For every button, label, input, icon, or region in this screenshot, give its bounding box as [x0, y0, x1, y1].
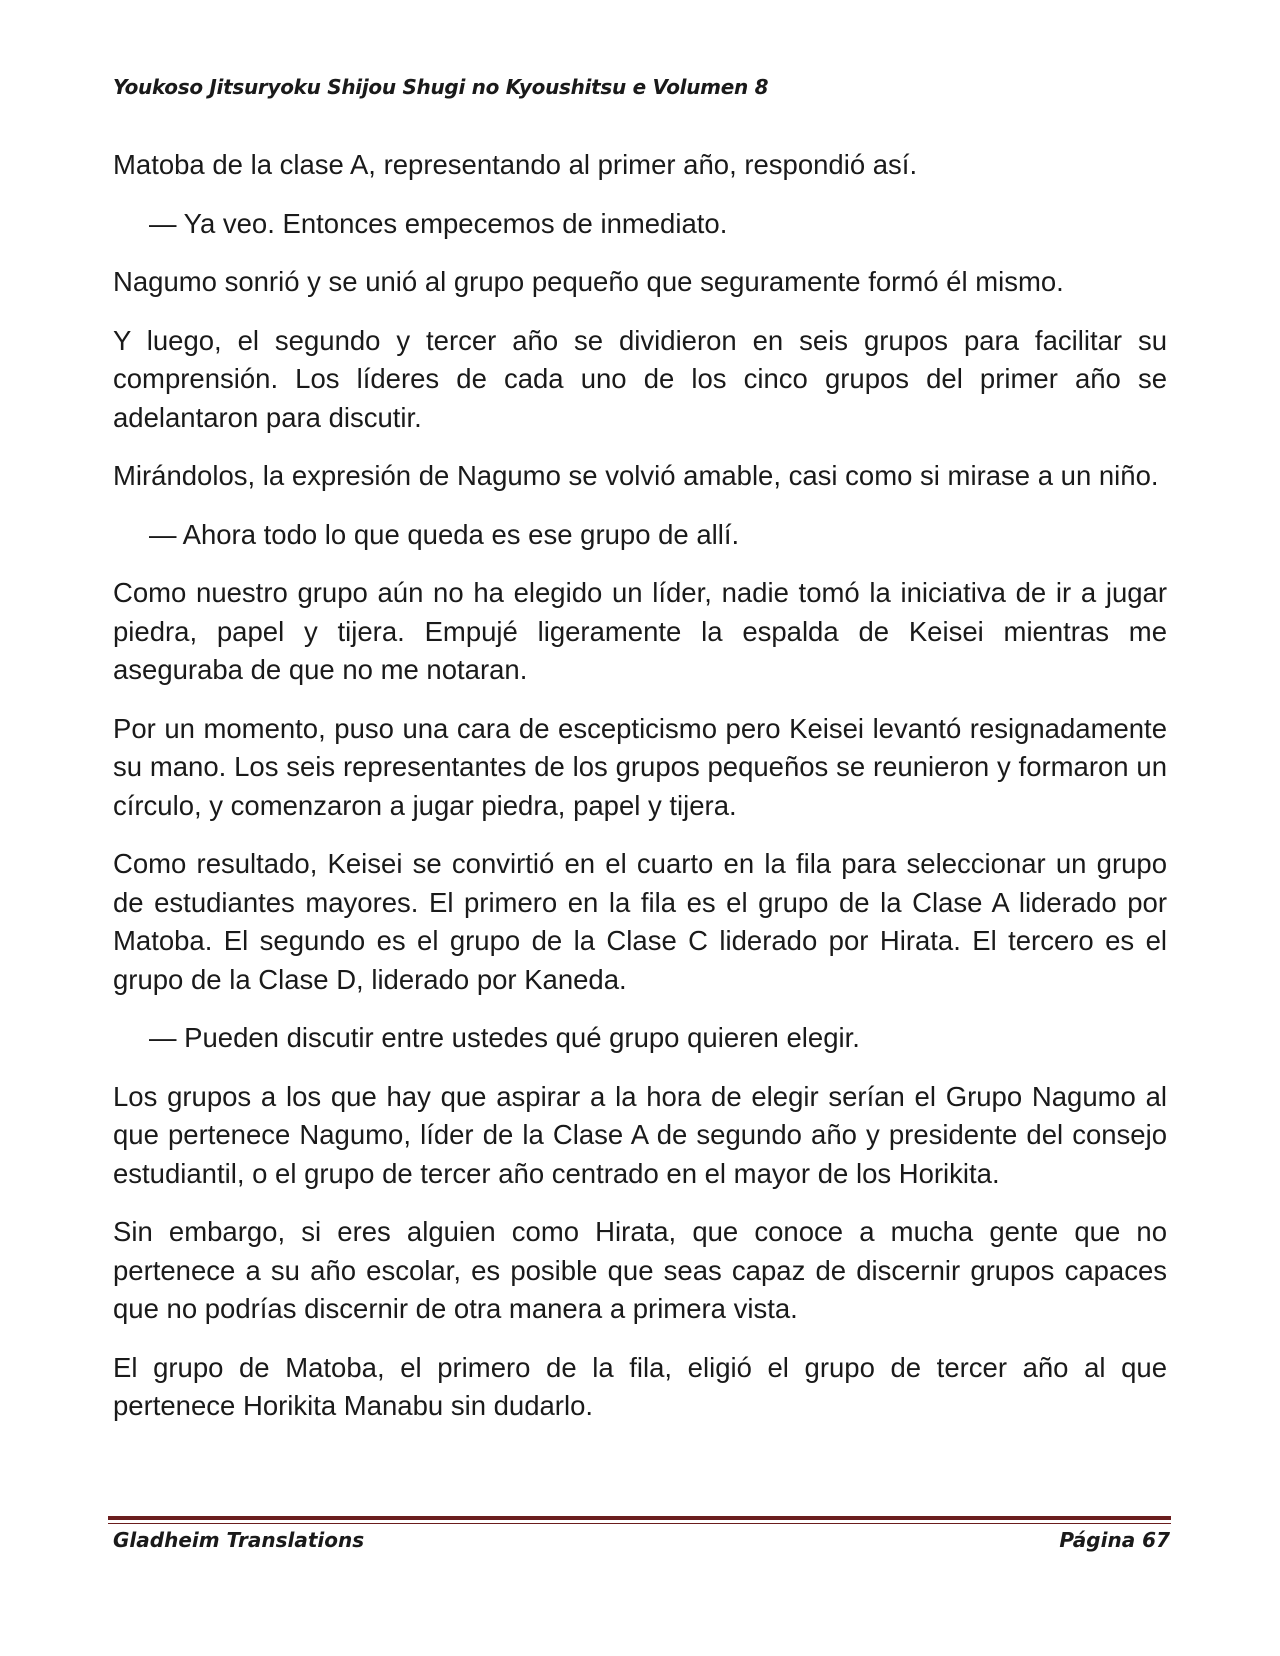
- footer-divider-thin: [108, 1523, 1171, 1524]
- footer-divider-thick: [108, 1516, 1171, 1520]
- paragraph-5: Como nuestro grupo aún no ha elegido un líder, nadie tomó la iniciativa de ir a jugar piedra, papel y tijera. Empujé ligeramente la espalda de Keisei mientras me aseguraba de que no me notaran.: [113, 577, 1167, 685]
- dialogue-line-3: — Pueden discutir entre ustedes qué grupo quieren elegir.: [149, 1022, 860, 1053]
- dialogue-line-1: — Ya veo. Entonces empecemos de inmediato.: [149, 207, 728, 239]
- paragraph-8: Los grupos a los que hay que aspirar a la hora de elegir serían el Grupo Nagumo al que pertenece Nagumo, líder de la Clase A de segundo año y presidente del consejo estudiantil, o el grupo de tercer año centrado en el mayor de los Horikita.: [113, 1080, 1167, 1189]
- header-title: Youkoso Jitsuryoku Shijou Shugi no Kyoushitsu e Volumen 8: [113, 75, 769, 99]
- paragraph-9: Sin embargo, si eres alguien como Hirata, que conoce a mucha gente que no pertenece a su año escolar, es posible que seas capaz de discernir grupos capaces que no podrías discernir de otra manera a primera vista.: [113, 1216, 1167, 1324]
- paragraph-3: Y luego, el segundo y tercer año se dividieron en seis grupos para facilitar su comprensión. Los líderes de cada uno de los cinco grupos del primer año se adelantaron para discutir.: [113, 324, 1167, 433]
- page-number: Página 67: [1059, 1528, 1170, 1552]
- paragraph-10: El grupo de Matoba, el primero de la fila, eligió el grupo de tercer año al que pertenece Horikita Manabu sin dudarlo.: [113, 1351, 1167, 1421]
- body-text: [113, 146, 1167, 1446]
- paragraph-7: Como resultado, Keisei se convirtió en el cuarto en la fila para seleccionar un grupo de estudiantes mayores. El primero en la fila es el grupo de la Clase A liderado por Matoba. El segundo es el grupo de la Clase C liderado por Hirata. El tercero es el grupo de la Clase D, liderado por Kaneda.: [113, 848, 1167, 995]
- paragraph-2: Nagumo sonrió y se unió al grupo pequeño que seguramente formó él mismo.: [113, 266, 1064, 297]
- paragraph-6: Por un momento, puso una cara de escepticismo pero Keisei levantó resignadamente su mano. Los seis representantes de los grupos pequeños se reunieron y formaron un círculo, y comenzaron a jugar piedra, papel y tijera.: [113, 712, 1167, 821]
- footer-translator: Gladheim Translations: [113, 1528, 365, 1552]
- paragraph-4: Mirándolos, la expresión de Nagumo se volvió amable, casi como si mirase a un niño.: [113, 460, 1159, 491]
- dialogue-line-2: — Ahora todo lo que queda es ese grupo de allí.: [149, 518, 740, 550]
- paragraph-1: Matoba de la clase A, representando al primer año, respondió así.: [113, 149, 918, 180]
